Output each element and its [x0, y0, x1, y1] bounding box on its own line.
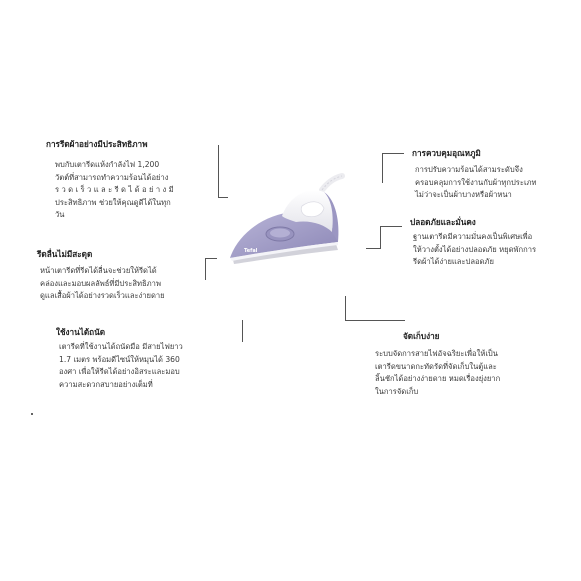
- connector-handy: [242, 320, 244, 342]
- feature-storage-text: ระบบจัดการสายไฟอัจฉริยะเพื่อให้เป็น เตารีดขนาดกะทัดรัดที่จัดเก็บในตู้และ ลิ้นชักได้อย่างง่ายดาย หมดเรื่องยุ่งยาก ในการจัดเก็บ: [375, 349, 501, 396]
- feature-storage-title: จัดเก็บง่าย: [403, 331, 440, 341]
- feature-safety-title: ปลอดภัยและมั่นคง: [410, 217, 476, 227]
- feature-handy-text: เตารีดที่ใช้งานได้ถนัดมือ มีสายไฟยาว 1.7 เมตร พร้อมดีไซน์ให้หมุนได้ 360 องศา เพื่อให้รีดได้อย่างอิสระและมอบ ความสะดวกสบายอย่างเต็มที่: [59, 342, 183, 389]
- feature-smooth-text: หน้าเตารีดที่รีดได้ลื่นจะช่วยให้รีดได้ คล่องและมอบผลลัพธ์ที่มีประสิทธิภาพ ดูแลเสื้อผ้าได้อย่างรวดเร็วและง่ายดาย: [40, 266, 165, 301]
- feature-temperature-title: การควบคุมอุณหภูมิ: [412, 148, 481, 158]
- feature-handy: [56, 326, 226, 391]
- feature-smooth: [37, 248, 209, 303]
- feature-storage: [375, 330, 550, 398]
- feature-safety-text: ฐานเตารีดมีความมั่นคงเป็นพิเศษเพื่อ ให้วางตั้งได้อย่างปลอดภัย หยุดพักการ รีดผ้าได้ง่ายและปลอดภัย: [413, 232, 537, 267]
- feature-efficient-title: การรีดผ้าอย่างมีประสิทธิภาพ: [46, 139, 148, 149]
- connector-efficient: [218, 145, 220, 197]
- feature-efficient-text: พบกับเตารีดแห้งกำลังไฟ 1,200 วัตต์ที่สามารถทำความร้อนได้อย่าง ร ว ด เ ร็ ว แ ล ะ รี ด ไ ด้ อ ย่ า ง มี ประสิทธิภาพ ช่วยให้คุณดูดีได้ในทุก วัน: [55, 160, 174, 220]
- connector-temperature: [382, 153, 404, 155]
- feature-handy-title: ใช้งานได้ถนัด: [56, 327, 106, 337]
- connector-storage-tick: [345, 320, 405, 322]
- dry-iron-product-image: [224, 172, 354, 272]
- stray-dot: [31, 413, 33, 415]
- connector-safety-tick: [366, 248, 381, 250]
- connector-storage: [345, 296, 347, 320]
- feature-temperature: [412, 147, 577, 202]
- connector-safety-drop: [380, 226, 382, 248]
- iron-illustration: [224, 172, 354, 272]
- connector-smooth-drop: [205, 258, 207, 280]
- feature-temperature-text: การปรับความร้อนได้สามระดับจึง ครอบคลุมการใช้งานกับผ้าทุกประเภท ไม่ว่าจะเป็นผ้าบางหรือผ้าหนา: [415, 165, 537, 200]
- feature-smooth-title: รีดลื่นไม่มีสะดุด: [37, 249, 93, 259]
- connector-temperature-drop: [382, 153, 384, 183]
- connector-safety: [380, 226, 402, 228]
- feature-safety: [410, 216, 578, 269]
- brand-label: Tefal: [244, 248, 258, 254]
- feature-efficient: [46, 138, 216, 222]
